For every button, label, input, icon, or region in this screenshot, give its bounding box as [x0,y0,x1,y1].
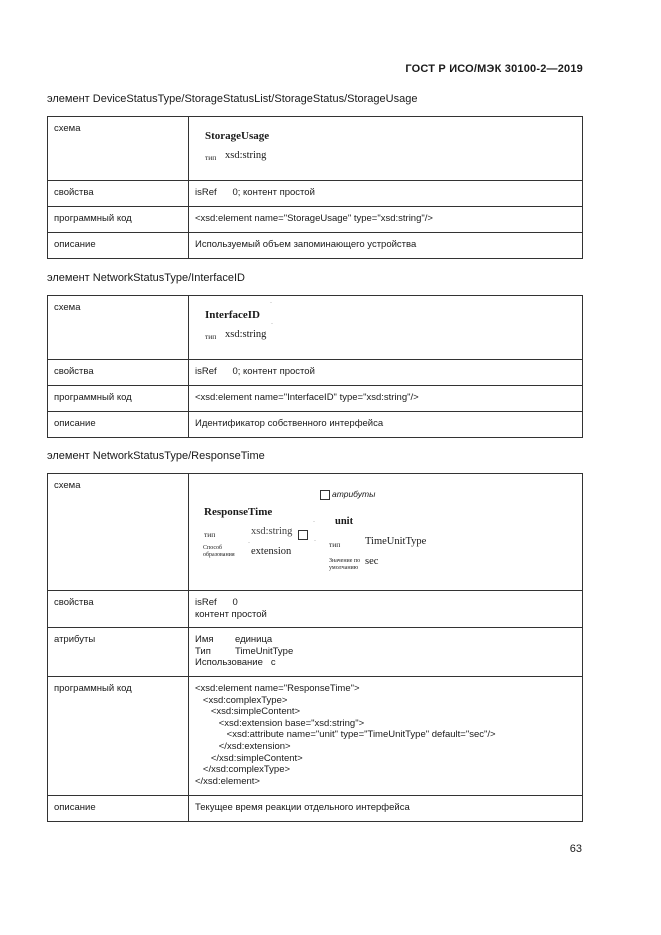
row-label: программный код [48,677,189,796]
schema-row [48,296,583,360]
description-row [48,412,583,438]
attributes-box-label: атрибуты [332,489,376,499]
diagram-marker: · [271,321,273,327]
standard-header: ГОСТ Р ИСО/МЭК 30100-2—2019 [405,63,583,75]
schema-diagram [195,123,576,173]
code-line: <xsd:element name="ResponseTime"> [195,683,360,694]
element-spec-table [47,116,583,259]
description-row [48,796,583,822]
row-label: описание [48,412,189,438]
diagram-marker: · [270,300,272,306]
diagram-element-name: InterfaceID [205,309,260,321]
schema-diagram-cell [189,296,583,360]
properties-value: isRef 0; контент простой [189,360,583,386]
code-row [48,677,583,796]
attribute-name: unit [335,516,354,527]
attributes-row [48,628,583,677]
diagram-derivation-value: extension [251,546,292,557]
row-label: схема [48,117,189,181]
attribute-type-value: TimeUnitType [365,536,427,547]
row-label: описание [48,796,189,822]
properties-line: контент простой [195,608,267,620]
element-spec-table [47,295,583,438]
description-row [48,233,583,259]
diagram-type-value: xsd:string [251,526,293,537]
code-line: <xsd:complexType> [195,694,288,706]
code-line: </xsd:simpleContent> [195,752,303,764]
code-line: </xsd:complexType> [195,764,291,776]
element-title: элемент NetworkStatusType/InterfaceID [47,272,245,284]
properties-value [189,591,583,628]
code-value [189,677,583,796]
row-label: свойства [48,181,189,207]
diagram-marker: · [314,538,316,544]
diagram-element-name: ResponseTime [204,506,273,518]
description-value: Текущее время реакции отдельного интерфейса [189,796,583,822]
diagram-type-value: xsd:string [225,150,267,161]
row-label: схема [48,296,189,360]
diagram-type-label: тип [205,153,217,162]
attributes-box-icon [320,490,330,500]
diagram-type-value: xsd:string [225,329,267,340]
code-value: <xsd:element name="InterfaceID" type="xsd:string"/> [189,386,583,412]
row-label: схема [48,474,189,591]
code-line: <xsd:simpleContent> [195,706,301,718]
code-line: <xsd:attribute name="unit" type="TimeUnitType" default="sec"/> [195,729,496,741]
derivation-type-label: Способ образования [203,545,235,558]
attributes-value [189,628,583,677]
row-label: атрибуты [48,628,189,677]
description-value: Идентификатор собственного интерфейса [189,412,583,438]
code-value: <xsd:element name="StorageUsage" type="xsd:string"/> [189,207,583,233]
attribute-line: Использование с [195,657,276,669]
diagram-marker: · [313,519,315,525]
code-line: </xsd:extension> [195,740,291,752]
code-row [48,207,583,233]
schema-diagram [189,474,582,590]
diagram-type-label: тип [204,530,216,539]
schema-row [48,117,583,181]
attribute-expand-icon [298,530,308,540]
row-label: программный код [48,207,189,233]
properties-row [48,181,583,207]
diagram-element-name: StorageUsage [205,130,270,142]
description-value: Используемый объем запоминающего устройства [189,233,583,259]
row-label: описание [48,233,189,259]
properties-row [48,360,583,386]
row-label: свойства [48,591,189,628]
code-line: <xsd:extension base="xsd:string"> [195,717,365,729]
code-line: </xsd:element> [195,775,260,787]
properties-line: isRef 0 [195,597,238,608]
schema-diagram-cell [189,474,583,591]
element-title: элемент NetworkStatusType/ResponseTime [47,450,265,462]
attribute-type-label: тип [329,540,341,549]
attribute-default-value: sec [365,556,379,567]
code-row [48,386,583,412]
row-label: программный код [48,386,189,412]
attribute-line: Тип TimeUnitType [195,645,294,657]
page-number: 63 [569,843,582,855]
element-title: элемент DeviceStatusType/StorageStatusList/StorageStatus/StorageUsage [47,93,418,105]
default-value-label: Значение по умолчанию [329,558,361,571]
properties-row [48,591,583,628]
schema-diagram-cell [189,117,583,181]
diagram-marker: · [248,540,250,546]
row-label: свойства [48,360,189,386]
schema-row [48,474,583,591]
diagram-type-label: тип [205,332,217,341]
schema-diagram [195,302,576,352]
properties-value: isRef 0; контент простой [189,181,583,207]
attribute-line: Имя единица [195,634,273,645]
element-spec-table [47,473,583,822]
